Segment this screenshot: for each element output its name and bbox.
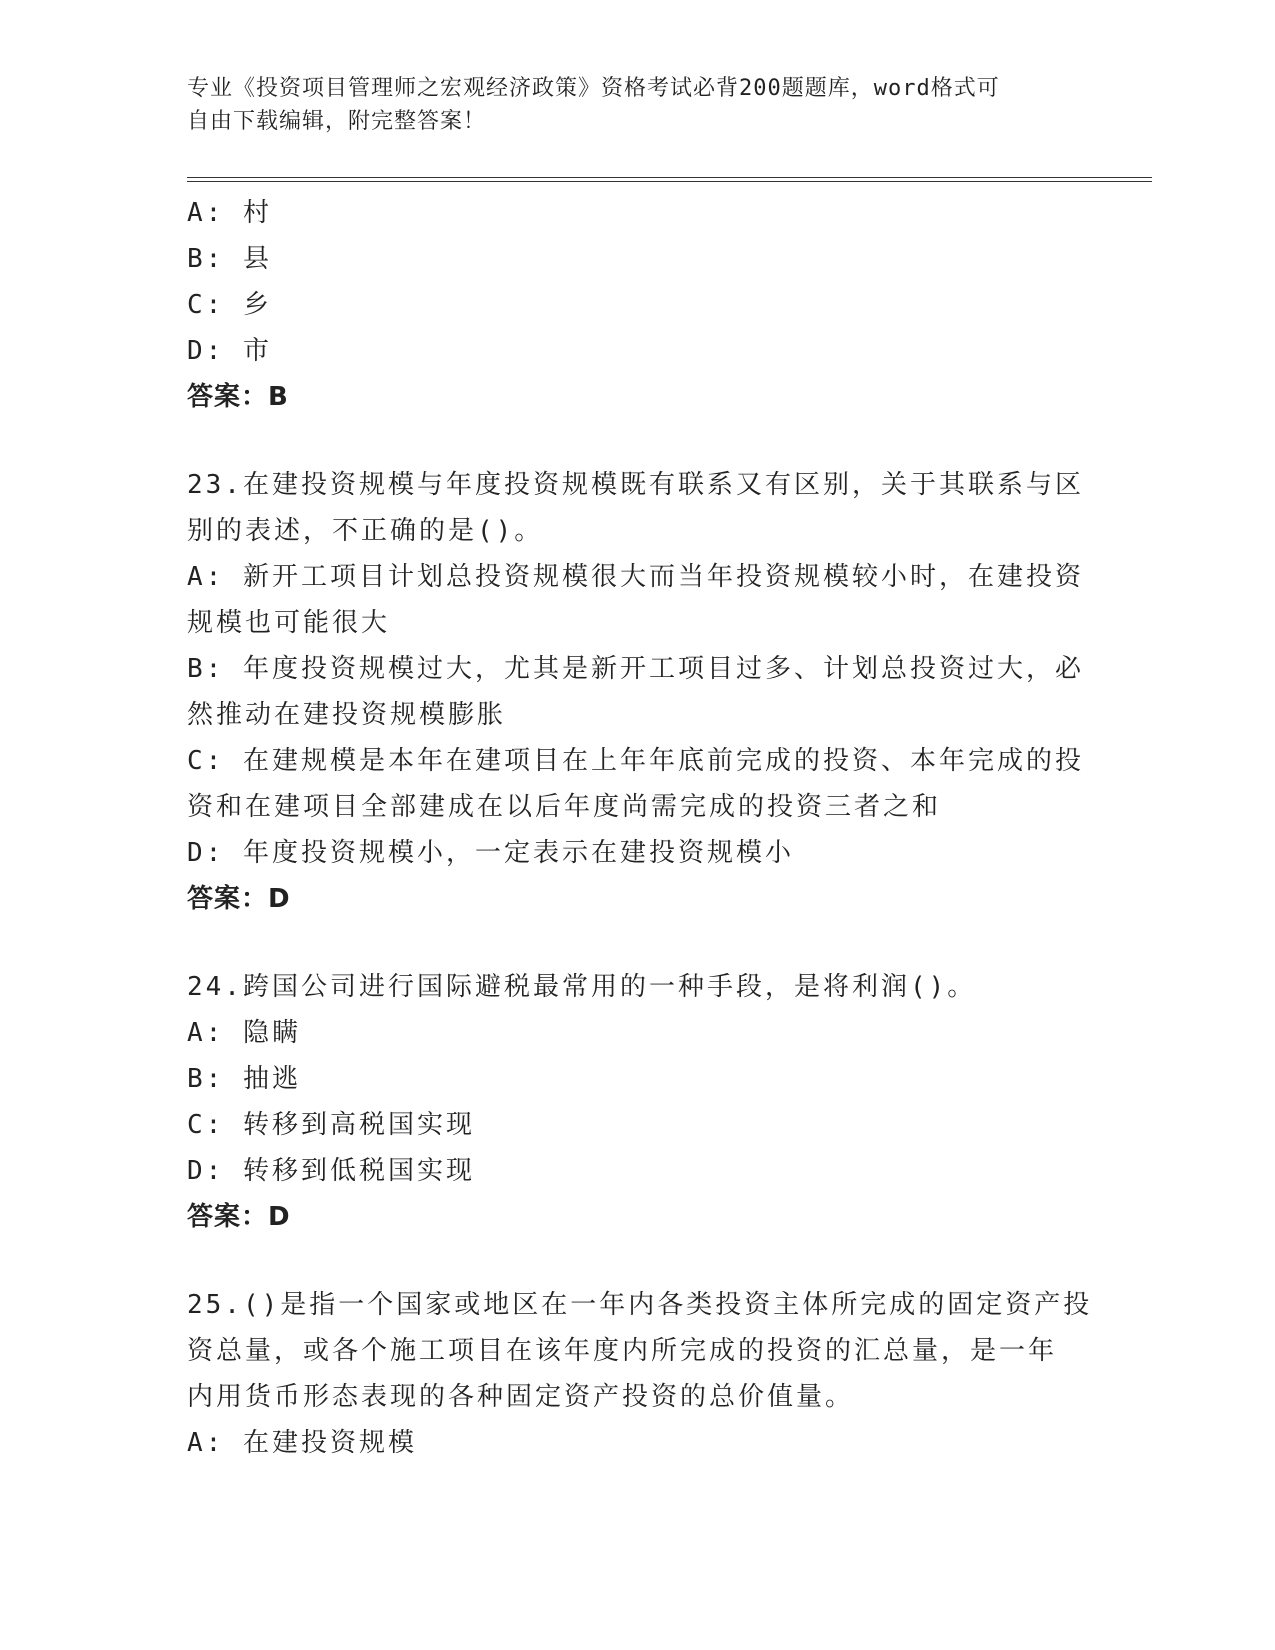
option-d: D: 市 — [187, 336, 272, 366]
header-divider-bottom — [187, 181, 1152, 182]
header-title-line-2: 自由下载编辑，附完整答案！ — [187, 109, 487, 134]
question-stem: 内用货币形态表现的各种固定资产投资的总价值量。 — [187, 1382, 855, 1412]
option-a: A: 村 — [187, 198, 272, 228]
option-a: A: 新开工项目计划总投资规模很大而当年投资规模较小时，在建投资 — [187, 562, 1084, 592]
option-b: 然推动在建投资规模膨胀 — [187, 700, 507, 730]
header-divider-top — [187, 177, 1152, 178]
option-a: 规模也可能很大 — [187, 608, 391, 638]
answer: 答案：B — [187, 382, 289, 412]
option-a: A: 在建投资规模 — [187, 1428, 417, 1458]
question-25 — [187, 1282, 1093, 1466]
option-c: C: 乡 — [187, 290, 272, 320]
spacer — [187, 922, 1087, 964]
question-list — [187, 190, 1093, 1466]
spacer — [187, 1240, 1087, 1282]
answer: 答案：D — [187, 884, 291, 914]
option-c: C: 在建规模是本年在建项目在上年年底前完成的投资、本年完成的投 — [187, 746, 1084, 776]
question-stem: 别的表述，不正确的是()。 — [187, 516, 544, 546]
question-stem: 23.在建投资规模与年度投资规模既有联系又有区别，关于其联系与区 — [187, 470, 1084, 500]
option-c: C: 转移到高税国实现 — [187, 1110, 475, 1140]
option-d: D: 年度投资规模小，一定表示在建投资规模小 — [187, 838, 794, 868]
question-stem: 资总量，或各个施工项目在该年度内所完成的投资的汇总量，是一年 — [187, 1336, 1058, 1366]
header-title-line-1: 专业《投资项目管理师之宏观经济政策》资格考试必背200题题库，word格式可 — [187, 76, 1000, 101]
option-b: B: 县 — [187, 244, 272, 274]
question-stem: 25.()是指一个国家或地区在一年内各类投资主体所完成的固定资产投 — [187, 1290, 1093, 1320]
option-b: B: 年度投资规模过大，尤其是新开工项目过多、计划总投资过大，必 — [187, 654, 1084, 684]
answer: 答案：D — [187, 1202, 291, 1232]
question-23 — [187, 462, 1087, 922]
option-d: D: 转移到低税国实现 — [187, 1156, 475, 1186]
option-a: A: 隐瞒 — [187, 1018, 301, 1048]
option-c: 资和在建项目全部建成在以后年度尚需完成的投资三者之和 — [187, 792, 942, 822]
question-22-tail — [187, 190, 1087, 420]
option-b: B: 抽逃 — [187, 1064, 301, 1094]
question-24 — [187, 964, 1087, 1240]
document-header — [187, 72, 1087, 138]
question-stem: 24.跨国公司进行国际避税最常用的一种手段，是将利润()。 — [187, 972, 977, 1002]
spacer — [187, 420, 1087, 462]
